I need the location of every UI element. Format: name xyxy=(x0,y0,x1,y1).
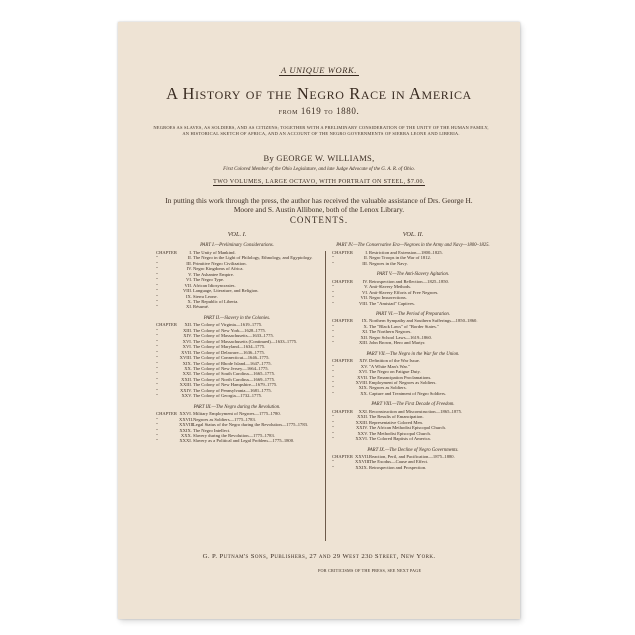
chapter-title: The Colony of New York—1628–1775. xyxy=(193,327,266,333)
chapter-title: Anti-Slavery Efforts of Free Negroes. xyxy=(369,289,439,295)
chapter-title: The Colony of Maryland—1634–1775. xyxy=(193,344,266,350)
chapter-title: The Results of Emancipation. xyxy=(369,414,424,420)
chapter-title: Negro Kingdoms of Africa. xyxy=(193,266,244,272)
chapter-number: XIV. xyxy=(183,333,192,339)
chapter-number: XXV. xyxy=(181,393,192,399)
chapter-prefix: CHAPTER xyxy=(332,278,353,284)
chapter-title: Retrospection and Reflection—1825–1850. xyxy=(369,278,449,284)
chapter-number: XVII. xyxy=(181,349,192,355)
chapter-number: XXX. xyxy=(180,432,192,438)
part-heading: PART IV.—The Conservative Era—Negroes in the Army and Navy—1800–1825. xyxy=(336,243,490,249)
chapter-title: African Idiosyncrasies. xyxy=(193,282,236,288)
chapter-prefix: CHAPTER xyxy=(332,249,353,255)
chapter-row xyxy=(332,340,494,345)
chapter-title: The Methodist Episcopal Church. xyxy=(369,430,432,436)
chapter-title: The Negro Type. xyxy=(193,277,225,283)
chapter-number: IX. xyxy=(186,293,192,299)
chapter-prefix: " xyxy=(156,416,158,422)
part-heading: PART III.—The Negro during the Revolution. xyxy=(193,404,281,410)
edition-info: TWO VOLUMES, LARGE OCTAVO, WITH PORTRAIT ON STEEL, $7.00. xyxy=(213,179,425,185)
volume-label: VOL. I. xyxy=(227,231,247,238)
chapter-number: XIV. xyxy=(359,358,368,364)
chapter-prefix: " xyxy=(156,255,158,261)
chapter-number: X. xyxy=(187,298,192,304)
part-heading: PART VI.—The Period of Preparation. xyxy=(376,311,450,317)
chapter-row xyxy=(156,304,318,309)
author-byline: By GEORGE W. WILLIAMS, xyxy=(263,153,375,163)
chapter-prefix: " xyxy=(156,382,158,388)
chapter-row xyxy=(332,391,494,396)
chapter-prefix: CHAPTER xyxy=(332,453,353,459)
chapter-number: IV. xyxy=(186,266,192,272)
chapter-title: The Colony of Georgia—1732–1775. xyxy=(193,393,263,399)
chapter-number: XXII. xyxy=(357,414,368,420)
chapter-title: Representative Colored Men. xyxy=(369,419,423,425)
chapter-number: XXI. xyxy=(182,371,192,377)
chapter-title: The "Amistad" Captives. xyxy=(369,300,415,306)
chapter-title: The Colony of Massachusetts—1633–1775. xyxy=(193,333,274,339)
chapter-title: The Colony of Pennsylvania—1681–1775. xyxy=(193,387,272,393)
chapter-number: XXIX. xyxy=(355,464,368,470)
chapter-number: XXIII. xyxy=(179,382,192,388)
chapter-prefix: " xyxy=(156,422,158,428)
chapter-number: XII. xyxy=(184,322,192,328)
chapter-number: VIII. xyxy=(358,300,368,306)
chapter-prefix: " xyxy=(332,323,334,329)
chapter-prefix: " xyxy=(156,376,158,382)
chapter-prefix: " xyxy=(332,334,334,340)
chapter-number: XXIX. xyxy=(179,427,192,433)
chapter-title: Northern Sympathy and Southern Sufferings—1850–1860. xyxy=(369,318,478,324)
chapter-prefix: " xyxy=(332,459,334,465)
chapter-number: V. xyxy=(364,284,368,290)
part-heading: PART I.—Preliminary Considerations. xyxy=(200,243,274,249)
chapter-prefix: " xyxy=(156,427,158,433)
chapter-title: Definition of the War Issue. xyxy=(369,358,420,364)
chapter-prefix: CHAPTER xyxy=(156,411,177,417)
chapter-prefix: " xyxy=(156,438,158,444)
chapter-prefix: " xyxy=(332,329,334,335)
chapter-title: Résumé. xyxy=(193,304,209,310)
chapter-number: II. xyxy=(187,255,192,261)
chapter-title: The "Black Laws" of "Border States." xyxy=(369,323,439,329)
chapter-prefix: " xyxy=(332,369,334,375)
chapter-number: XXV. xyxy=(357,430,368,436)
chapter-title: Negroes as Soldiers—1775–1783. xyxy=(193,416,256,422)
chapter-prefix: " xyxy=(332,390,334,396)
chapter-prefix: " xyxy=(156,338,158,344)
chapter-title: The Colony of Delaware—1636–1775. xyxy=(193,349,265,355)
chapter-number: XII. xyxy=(360,334,368,340)
chapter-number: VI. xyxy=(362,289,368,295)
chapter-number: VII. xyxy=(184,282,192,288)
chapter-prefix: " xyxy=(156,393,158,399)
chapter-title: Legal Status of the Negro during the Revolution—1775–1783. xyxy=(193,422,309,428)
chapter-prefix: " xyxy=(156,271,158,277)
chapter-prefix: " xyxy=(332,414,334,420)
chapter-title: The Colony of Virginia—1619–1775. xyxy=(193,322,263,328)
chapter-prefix: CHAPTER xyxy=(332,358,353,364)
part-heading: PART IX.—The Decline of Negro Governments. xyxy=(367,447,459,453)
author-credit: First Colored Member of the Ohio Legislature, and late Judge Advocate of the G. A. R. of Ohio. xyxy=(223,167,415,172)
chapter-prefix: " xyxy=(332,379,334,385)
document-page xyxy=(118,22,520,619)
part-heading: PART V.—The Anti-Slavery Agitation. xyxy=(376,272,450,278)
chapter-title: The Negro on Fatigue Duty. xyxy=(369,369,421,375)
chapter-title: The Emancipation Proclamations. xyxy=(369,374,432,380)
chapter-title: Reaction, Peril, and Pacification—1875–1880. xyxy=(369,453,455,459)
chapter-title: The Northern Negroes. xyxy=(369,329,412,335)
chapter-prefix: " xyxy=(332,363,334,369)
chapter-row xyxy=(332,465,494,470)
chapter-title: Restriction and Extension—1800–1825. xyxy=(369,249,443,255)
chapter-prefix: " xyxy=(332,385,334,391)
chapter-title: Capture and Treatment of Negro Soldiers. xyxy=(369,390,447,396)
chapter-title: Sierra Leone. xyxy=(193,293,218,299)
chapter-number: XX. xyxy=(184,365,192,371)
chapter-title: Slavery during the Revolution—1775–1783. xyxy=(193,432,275,438)
chapter-title: Slavery as a Political and Legal Problem—1775–1800. xyxy=(193,438,295,444)
chapter-number: I. xyxy=(365,249,368,255)
chapter-number: XI. xyxy=(362,329,368,335)
chapter-prefix: " xyxy=(156,333,158,339)
chapter-number: VI. xyxy=(186,277,192,283)
chapter-row xyxy=(156,438,318,443)
chapter-number: X. xyxy=(363,323,368,329)
chapter-number: XXVII. xyxy=(179,416,194,422)
chapter-prefix: CHAPTER xyxy=(332,408,353,414)
chapter-prefix: " xyxy=(156,260,158,266)
intro-paragraph: In putting this work through the press, the author has received the valuable assistance of Drs. George H. Moore and S. Austin Allibone, both of the Lenox Library. xyxy=(165,196,473,215)
footnote: FOR CRITICISMS OF THE PRESS, SEE NEXT PAGE xyxy=(318,568,422,573)
chapter-prefix: " xyxy=(332,295,334,301)
chapter-title: The Colony of Massachusetts (Continued)—1633–1775. xyxy=(193,338,298,344)
chapter-number: XVIII. xyxy=(355,379,368,385)
chapter-title: The Exodus—Cause and Effect. xyxy=(369,459,429,465)
chapter-prefix: " xyxy=(156,349,158,355)
chapter-prefix: " xyxy=(332,340,334,346)
chapter-number: XXII. xyxy=(181,376,192,382)
chapter-prefix: " xyxy=(156,293,158,299)
chapter-prefix: " xyxy=(332,255,334,261)
chapter-number: I. xyxy=(189,249,192,255)
chapter-number: XIII. xyxy=(182,327,192,333)
part-heading: PART VII.—The Negro in the War for the Union. xyxy=(366,351,460,357)
chapter-title: The African Methodist Episcopal Church. xyxy=(369,425,446,431)
chapter-prefix: " xyxy=(156,327,158,333)
chapter-prefix: " xyxy=(332,464,334,470)
part-heading: PART VIII.—The First Decade of Freedom. xyxy=(371,402,455,408)
chapter-title: The Colony of New Hampshire—1679–1775. xyxy=(193,382,278,388)
chapter-prefix: " xyxy=(332,300,334,306)
chapter-row xyxy=(332,301,494,306)
chapter-prefix: CHAPTER xyxy=(156,322,177,328)
chapter-prefix: " xyxy=(156,282,158,288)
chapter-title: The Colony of North Carolina—1669–1775. xyxy=(193,376,276,382)
chapter-prefix: " xyxy=(332,289,334,295)
chapter-title: Language, Literature, and Religion. xyxy=(193,288,259,294)
chapter-prefix: " xyxy=(156,387,158,393)
chapter-title: Negro Troops in the War of 1812. xyxy=(369,255,431,261)
chapter-prefix: " xyxy=(156,304,158,310)
chapter-title: Primitive Negro Civilization. xyxy=(193,260,247,266)
chapter-number: V. xyxy=(188,271,192,277)
chapter-number: XVI. xyxy=(182,338,192,344)
chapter-title: Military Employment of Negroes—1775–1780. xyxy=(193,411,281,417)
book-title: A History of the Negro Race in America xyxy=(166,84,472,103)
chapter-number: XIII. xyxy=(358,340,368,346)
chapter-prefix: " xyxy=(332,419,334,425)
chapter-number: XIX. xyxy=(182,360,192,366)
chapter-number: XXI. xyxy=(358,408,368,414)
chapter-number: III. xyxy=(186,260,192,266)
chapter-title: Negro Insurrections. xyxy=(369,295,407,301)
chapter-prefix: " xyxy=(156,365,158,371)
chapter-title: "A White Man's War." xyxy=(369,363,410,369)
chapter-prefix: " xyxy=(156,266,158,272)
chapter-title: The Ashantee Empire. xyxy=(193,271,234,277)
chapter-title: Anti-Slavery Methods. xyxy=(369,284,412,290)
contents-heading: CONTENTS. xyxy=(289,215,349,225)
chapter-prefix: " xyxy=(156,298,158,304)
chapter-prefix: " xyxy=(332,374,334,380)
part-heading: PART II.—Slavery in the Colonies. xyxy=(203,315,271,321)
chapter-prefix: " xyxy=(156,432,158,438)
chapter-prefix: " xyxy=(332,436,334,442)
chapter-number: VII. xyxy=(360,295,368,301)
book-description: NEGROES AS SLAVES, AS SOLDIERS, AND AS CITIZENS; TOGETHER WITH A PRELIMINARY CONSIDERATION OF THE UNITY OF THE HUMAN FAMILY, AN HISTORICAL SKETCH OF AFRICA, AND AN ACCOUNT OF THE NEGRO GOVERNMENTS OF SIERRA LEONE AND LIBERIA. xyxy=(153,125,489,137)
chapter-title: The Colored Baptists of America. xyxy=(369,436,431,442)
chapter-number: XV. xyxy=(360,363,368,369)
chapter-title: The Colony of South Carolina—1665–1775. xyxy=(193,371,276,377)
chapter-title: John Brown, Hero and Martyr. xyxy=(369,340,426,346)
chapter-prefix: " xyxy=(332,260,334,266)
chapter-title: The Unity of Mankind. xyxy=(193,249,236,255)
volume-label: VOL. II. xyxy=(402,231,424,238)
chapter-prefix: " xyxy=(156,288,158,294)
chapter-number: XXVIII. xyxy=(355,459,371,465)
chapter-number: XI. xyxy=(186,304,192,310)
chapter-title: Reconstruction and Misconstruction—1865–1875. xyxy=(369,408,463,414)
chapter-title: Negroes as Soldiers. xyxy=(369,385,407,391)
chapter-number: XXVI. xyxy=(355,436,368,442)
chapter-prefix: " xyxy=(332,430,334,436)
chapter-number: XXVI. xyxy=(179,411,192,417)
chapter-prefix: " xyxy=(156,371,158,377)
chapter-number: XVI. xyxy=(182,344,192,350)
tagline: A UNIQUE WORK. xyxy=(280,65,357,75)
date-range: from 1619 to 1880. xyxy=(278,106,360,116)
chapter-number: IV. xyxy=(362,278,368,284)
chapter-title: Employment of Negroes as Soldiers. xyxy=(369,379,437,385)
chapter-title: Retrospection and Prospection. xyxy=(369,464,427,470)
chapter-row xyxy=(332,436,494,441)
chapter-prefix: " xyxy=(156,360,158,366)
chapter-number: XXIV. xyxy=(355,425,368,431)
chapter-prefix: " xyxy=(156,277,158,283)
chapter-number: II. xyxy=(363,255,368,261)
chapter-number: XVIII. xyxy=(179,355,192,361)
contents-volume-1 xyxy=(156,232,318,444)
chapter-title: The Republic of Liberia. xyxy=(193,298,239,304)
chapter-number: XXIV. xyxy=(179,387,192,393)
chapter-number: IX. xyxy=(362,318,368,324)
chapter-number: XVII. xyxy=(357,374,368,380)
chapter-row xyxy=(332,261,494,266)
chapter-row xyxy=(156,393,318,398)
chapter-prefix: CHAPTER xyxy=(332,318,353,324)
chapter-number: XXIII. xyxy=(355,419,368,425)
chapter-number: VIII. xyxy=(182,288,192,294)
chapter-number: III. xyxy=(362,260,368,266)
publisher-line: G. P. Putnam's Sons, Publishers, 27 and 29 West 23d Street, New York. xyxy=(202,553,436,560)
chapter-prefix: CHAPTER xyxy=(156,249,177,255)
chapter-number: XIX. xyxy=(358,385,368,391)
chapter-title: The Negro in the Light of Philology, Ethnology, and Egyptology. xyxy=(193,255,313,261)
chapter-number: XVI. xyxy=(358,369,368,375)
chapter-number: XXVII. xyxy=(355,453,370,459)
contents-volume-2 xyxy=(332,232,494,470)
chapter-prefix: " xyxy=(156,355,158,361)
chapter-prefix: " xyxy=(156,344,158,350)
chapter-title: Negroes in the Navy. xyxy=(369,260,408,266)
chapter-title: Negro School Laws—1619–1860. xyxy=(369,334,432,340)
chapter-prefix: " xyxy=(332,425,334,431)
chapter-title: The Negro Intellect. xyxy=(193,427,231,433)
chapter-title: The Colony of Rhode Island—1647–1775. xyxy=(193,360,272,366)
chapter-prefix: " xyxy=(332,284,334,290)
chapter-number: XXVIII. xyxy=(179,422,195,428)
chapter-number: XXXI. xyxy=(179,438,192,444)
chapter-number: XX. xyxy=(360,390,368,396)
chapter-title: The Colony of New Jersey—1664–1775. xyxy=(193,365,269,371)
column-divider xyxy=(325,251,326,541)
chapter-title: The Colony of Connecticut—1646–1775. xyxy=(193,355,270,361)
